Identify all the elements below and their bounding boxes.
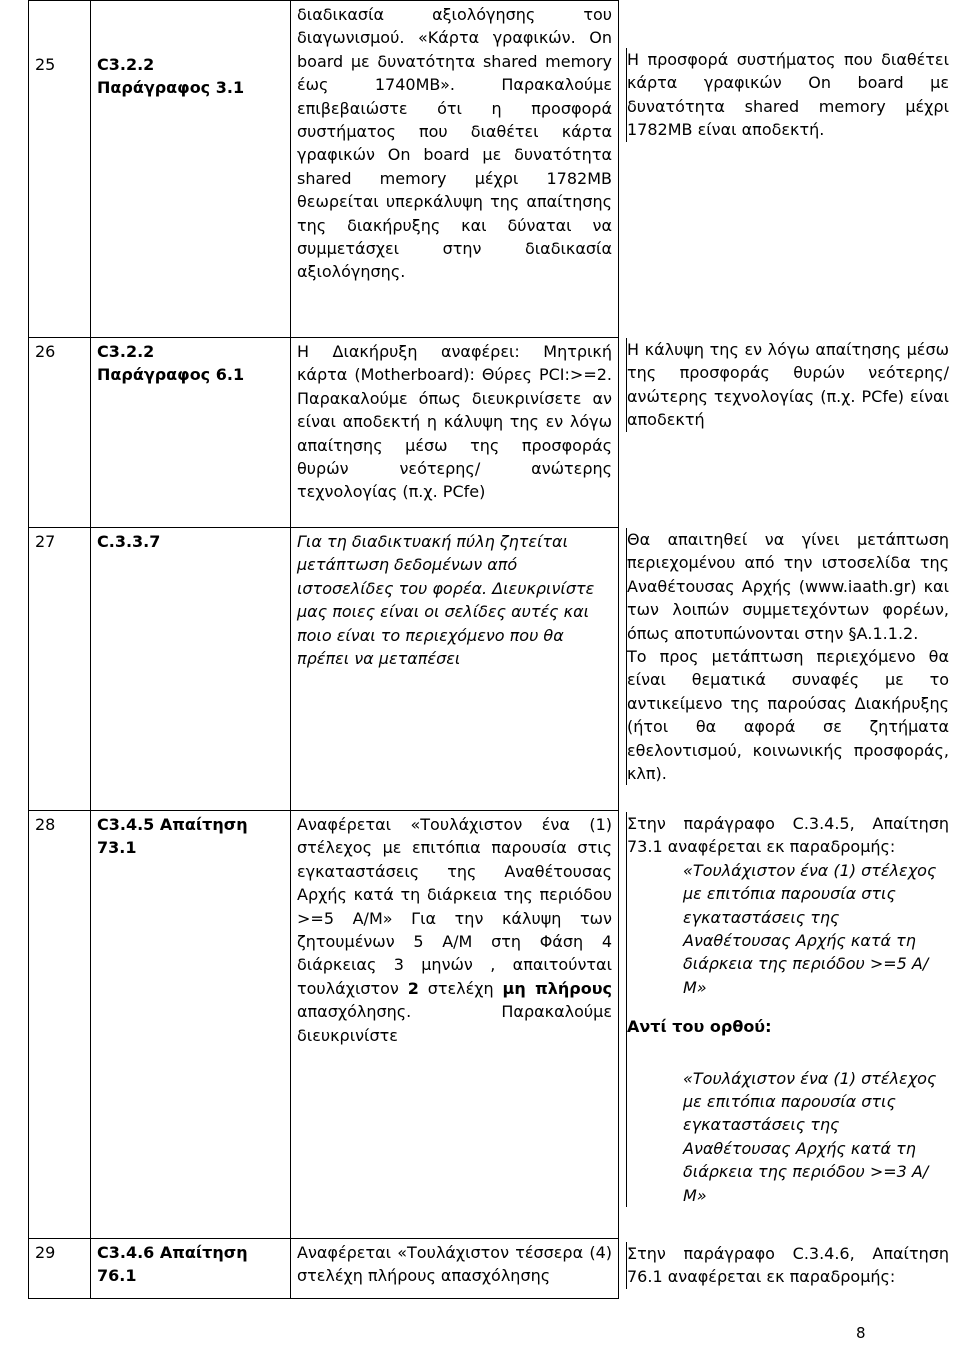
row-reference: C3.4.5 Απαίτηση 73.1 [91, 811, 291, 1239]
table-row [29, 811, 619, 1239]
table-row [29, 1239, 619, 1299]
row-number: 28 [29, 811, 91, 1239]
table-row [29, 338, 619, 528]
row-reference: C3.2.2 Παράγραφος 3.1 [91, 1, 291, 338]
answer-28: Στην παράγραφο C.3.4.5, Απαίτηση 73.1 αναφέρεται εκ παραδρομής: «Τουλάχιστον ένα (1) στέλεχος με επιτόπια παρουσία στις εγκαταστάσεις της Αναθέτουσας Αρχής κατά τη διάρκεια της περιόδου >=5 Α/Μ» Αντί του ορθού: «Τουλάχιστον ένα (1) στέλεχος με επιτόπια παρουσία στις εγκαταστάσεις της Αναθέτουσας Αρχής κατά τη διάρκεια της περιόδου >=3 Α/Μ» [626, 812, 949, 1207]
row-question: διαδικασία αξιολόγησης του διαγωνισμού. «Κάρτα γραφικών. On board με δυνατότητα shared memory έως 1740MB». Παρακαλούμε επιβεβαιώστε ότι η προσφορά συστήματος που διαθέτει κάρτα γραφικών On board με δυνατότητα shared memory μέχρι 1782MB θεωρείται υπερκάλυψη της απαίτησης της διακήρυξης και δύναται να συμμετάσχει στην διαδικασία αξιολόγησης. [291, 1, 619, 338]
table-row [29, 528, 619, 811]
page-number: 8 [856, 1324, 866, 1342]
row-reference: C3.2.2 Παράγραφος 6.1 [91, 338, 291, 528]
row-number: 29 [29, 1239, 91, 1299]
answer-26: Η κάλυψη της εν λόγω απαίτησης μέσω της προσφοράς θυρών νεότερης/ ανώτερης τεχνολογίας (π.χ. PCfe) είναι αποδεκτή [626, 338, 949, 432]
row-reference: C.3.3.7 [91, 528, 291, 811]
row-reference: C3.4.6 Απαίτηση 76.1 [91, 1239, 291, 1299]
row-number: 27 [29, 528, 91, 811]
row-number: 26 [29, 338, 91, 528]
row-question: Για τη διαδικτυακή πύλη ζητείται μετάπτωση δεδομένων από ιστοσελίδες του φορέα. Διευκρινίστε μας ποιες είναι οι σελίδες αυτές και ποιο είναι το περιεχόμενο που θα πρέπει να μεταπέσει [291, 528, 619, 811]
answer-29: Στην παράγραφο C.3.4.6, Απαίτηση 76.1 αναφέρεται εκ παραδρομής: [626, 1242, 949, 1289]
row-question: Αναφέρεται «Τουλάχιστον ένα (1) στέλεχος με επιτόπια παρουσία στις εγκαταστάσεις της Αναθέτουσας Αρχής κατά τη διάρκεια της περιόδου >=5 Α/Μ» Για την κάλυψη των ζητουμένων 5 Α/Μ στη Φάση 4 διάρκειας 3 μηνών , απαιτούνται τουλάχιστον 2 στελέχη μη πλήρους απασχόλησης. Παρακαλούμε διευκρινίστε [291, 811, 619, 1239]
answer-25: Η προσφορά συστήματος που διαθέτει κάρτα γραφικών On board με δυνατότητα shared memory μέχρι 1782MB είναι αποδεκτή. [626, 48, 949, 142]
answer-27: Θα απαιτηθεί να γίνει μετάπτωση περιεχομένου από την ιστοσελίδα της Αναθέτουσας Αρχής (www.iaath.gr) και των λοιπών συμμετεχόντων φορέων, όπως αποτυπώνονται στην §Α.1.1.2. Το προς μετάπτωση περιεχόμενο θα είναι θεματικά συναφές με το αντικείμενο της παρούσας Διακήρυξης (ήτοι θα αφορά σε ζητήματα εθελοντισμού, κοινωνικής προσφοράς, κλπ). [626, 528, 949, 785]
clarifications-table [28, 0, 619, 1299]
table-row [29, 1, 619, 338]
row-question: Η Διακήρυξη αναφέρει: Μητρική κάρτα (Motherboard): Θύρες PCI:>=2. Παρακαλούμε όπως διευκρινίσετε αν είναι αποδεκτή η κάλυψη της εν λόγω απαίτησης μέσω της προσφοράς θυρών νεότερης/ ανώτερης τεχνολογίας (π.χ. PCfe) [291, 338, 619, 528]
row-number: 25 [29, 1, 91, 338]
row-question: Αναφέρεται «Τουλάχιστον τέσσερα (4) στελέχη πλήρους απασχόλησης [291, 1239, 619, 1299]
